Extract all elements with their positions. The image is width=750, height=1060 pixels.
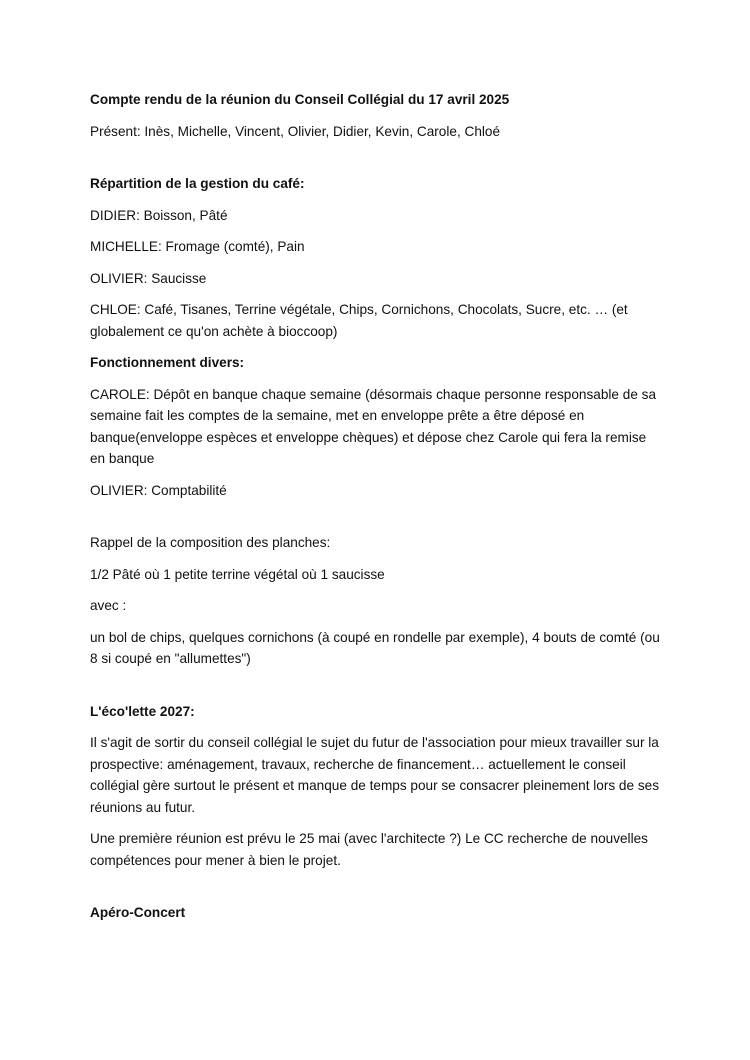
cafe-item-olivier: OLIVIER: Saucisse (90, 270, 207, 286)
cafe-item-michelle: MICHELLE: Fromage (comté), Pain (90, 239, 305, 254)
ecolette-section-heading: L'éco'lette 2027: (90, 703, 195, 719)
attendees-line: Présent: Inès, Michelle, Vincent, Olivier, Didier, Kevin, Carole, Chloé (90, 123, 501, 139)
fonctionnement-item-olivier: OLIVIER: Comptabilité (90, 482, 227, 498)
planches-line-accompaniments: un bol de chips, quelques cornichons (à coupé en rondelle par exemple), 4 bouts de comté (ou 8 si coupé en "allumettes") (90, 629, 660, 666)
ecolette-paragraph-1: Il s'agit de sortir du conseil collégial le sujet du futur de l'association pour mieux travailler sur la prospective: aménagement, travaux, recherche de financement… actuellement le conseil collégial gère surtout le présent et manque de temps pour se consacrer pleinement lors de ses réunions au futur. (90, 735, 659, 815)
cafe-item-didier: DIDIER: Boisson, Pâté (90, 207, 228, 223)
planches-intro: Rappel de la composition des planches: (90, 535, 331, 550)
document-body (90, 89, 665, 934)
planches-line-avec: avec : (90, 598, 127, 613)
apero-section-heading: Apéro-Concert (90, 905, 186, 920)
cafe-section-heading: Répartition de la gestion du café: (90, 176, 305, 191)
planches-line-main: 1/2 Pâté où 1 petite terrine végétal où 1 saucisse (90, 566, 385, 582)
cafe-item-chloe: CHLOE: Café, Tisanes, Terrine végétale, Chips, Cornichons, Chocolats, Sucre, etc. … (et globalement ce qu'on achète à bioccoop) (90, 302, 628, 339)
fonctionnement-section-heading: Fonctionnement divers: (90, 355, 245, 370)
fonctionnement-item-carole: CAROLE: Dépôt en banque chaque semaine (désormais chaque personne responsable de sa semaine fait les comptes de la semaine, met en enveloppe prête a être déposé en banque(enveloppe espèces et enveloppe chèques) et dépose chez Carole qui fera la remise en banque (90, 386, 657, 466)
document-title: Compte rendu de la réunion du Conseil Collégial du 17 avril 2025 (90, 92, 510, 107)
ecolette-paragraph-2: Une première réunion est prévu le 25 mai (avec l'architecte ?) Le CC recherche de nouvelles compétences pour mener à bien le projet. (90, 831, 648, 868)
